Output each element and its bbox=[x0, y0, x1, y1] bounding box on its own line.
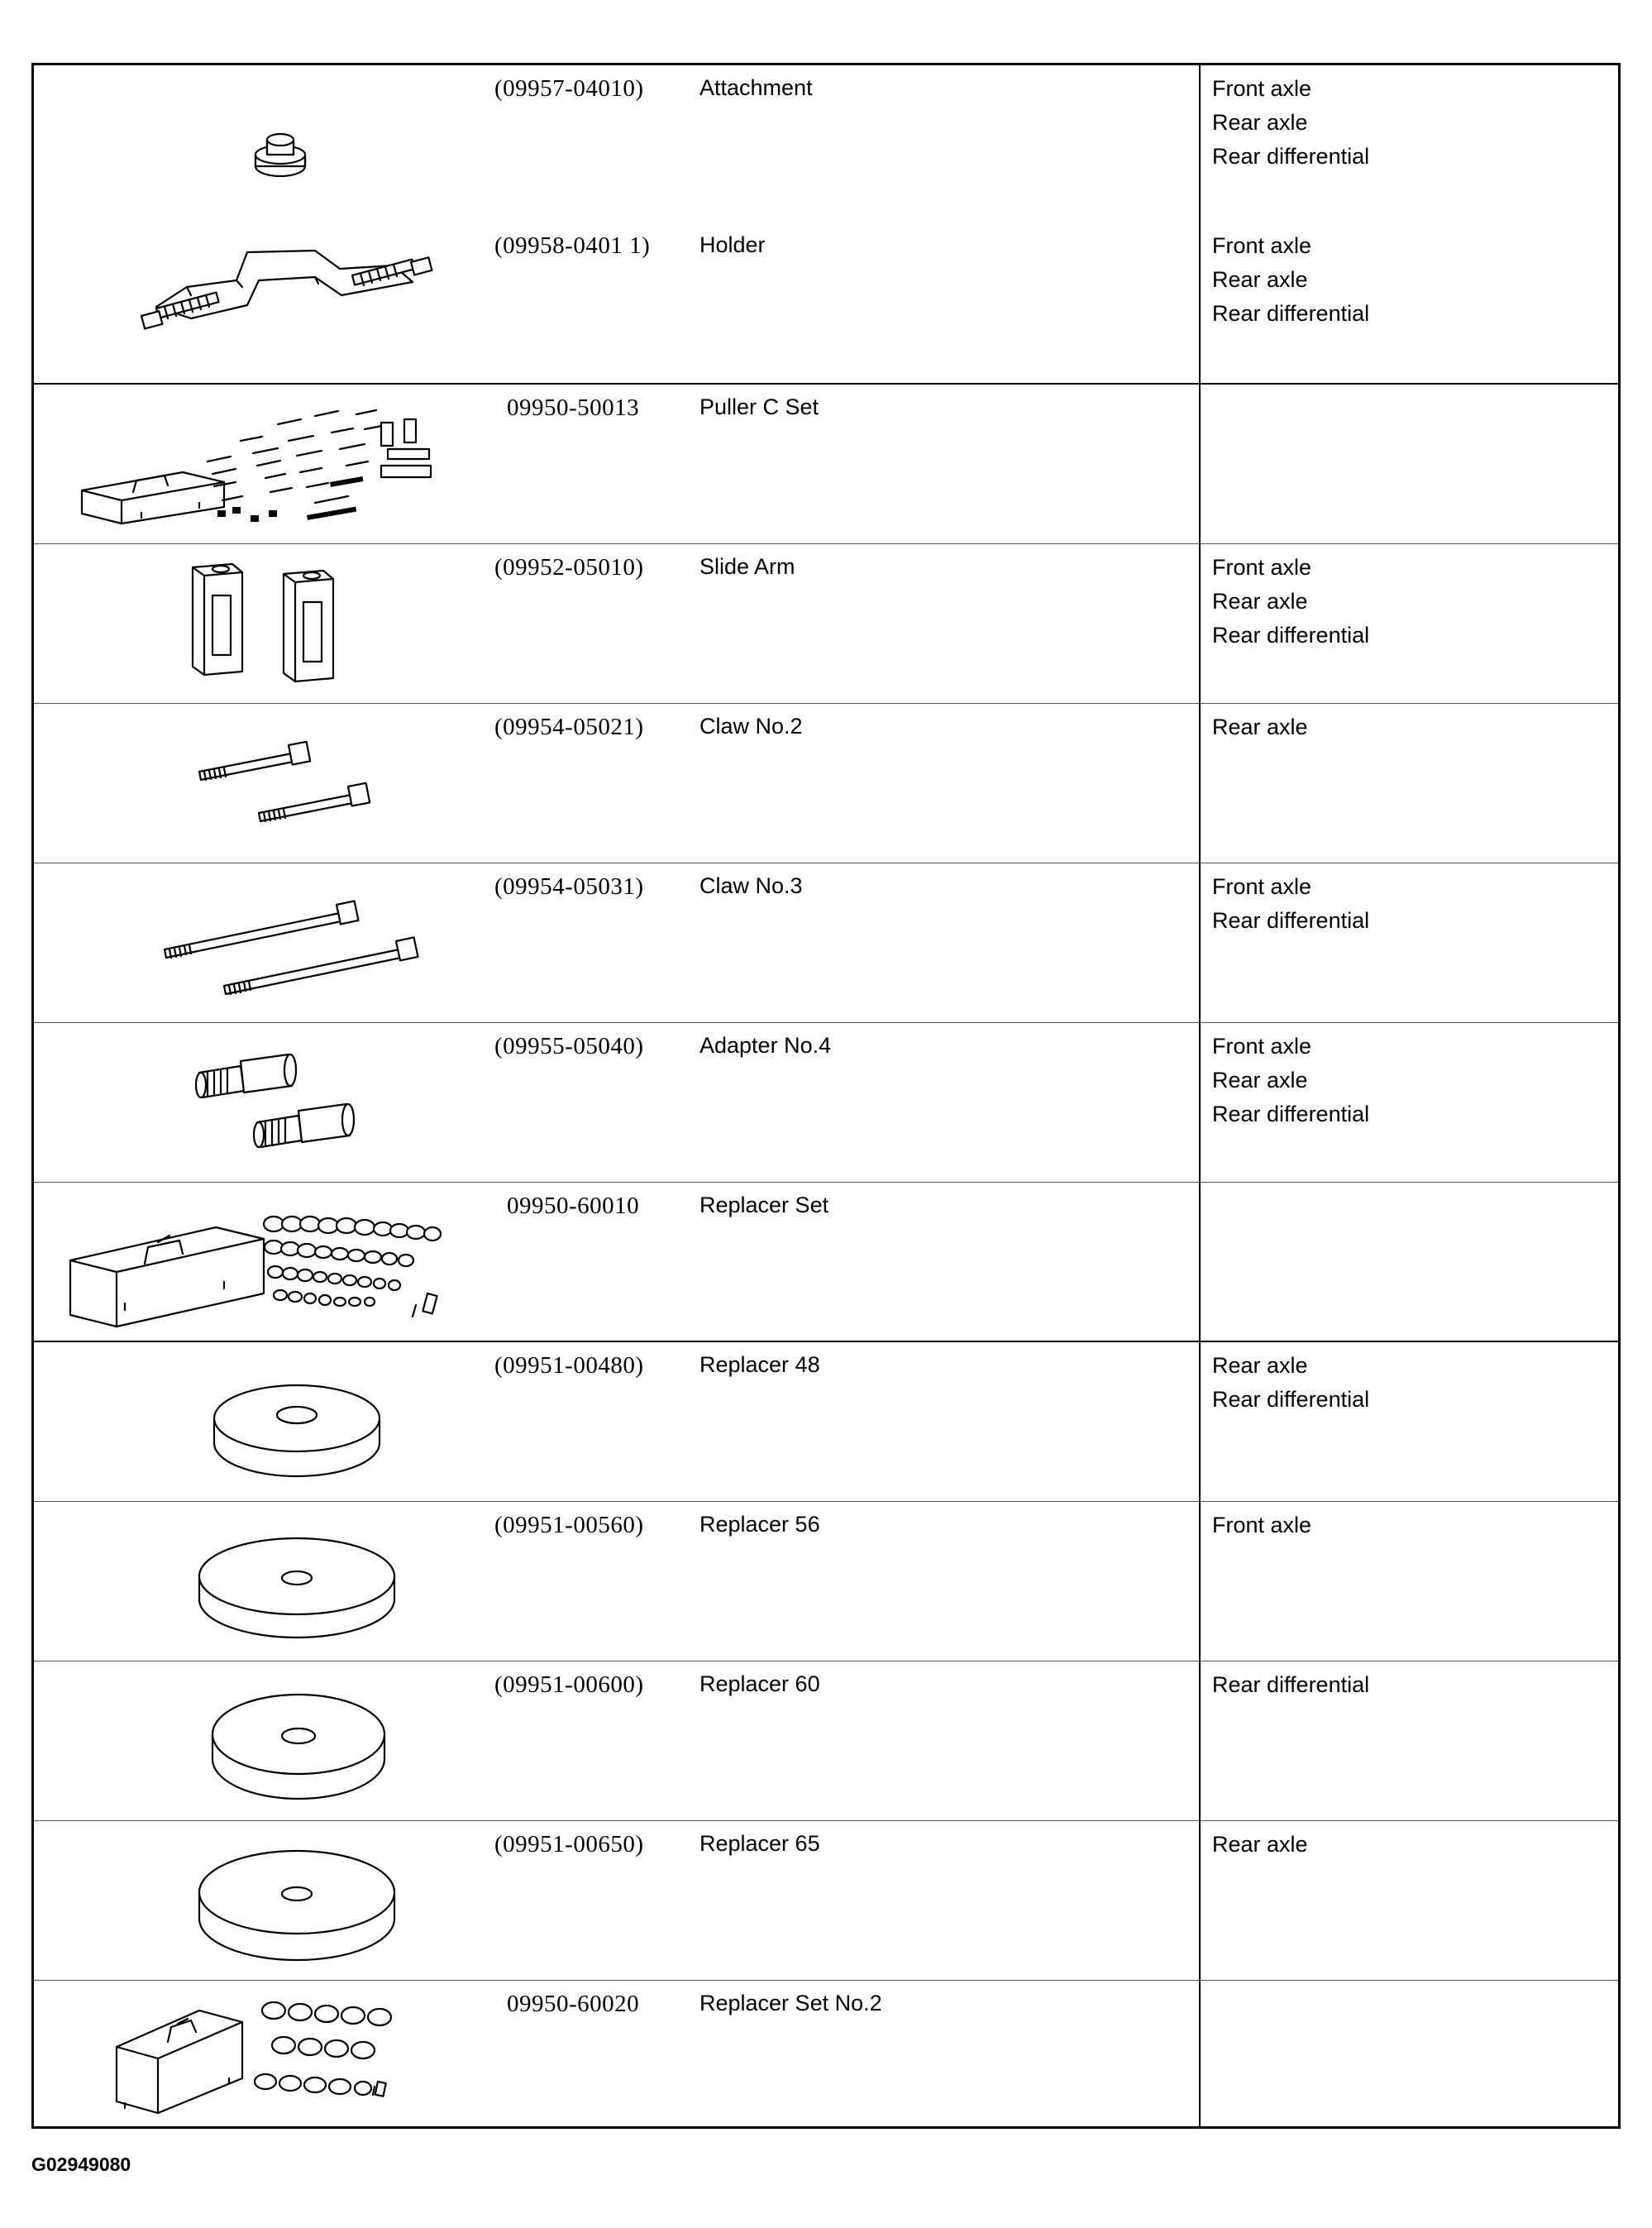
usage-item: Front axle bbox=[1212, 555, 1312, 580]
tool-name: Replacer 60 bbox=[699, 1671, 820, 1696]
usage-item: Front axle bbox=[1212, 1513, 1312, 1537]
part-number: (09951-00480) bbox=[494, 1352, 644, 1379]
claw-no2-illustration bbox=[67, 729, 464, 836]
part-number: (09954-05021) bbox=[494, 714, 644, 740]
table-row bbox=[34, 1821, 1618, 1981]
tool-entry-replacer-65 bbox=[34, 1821, 1308, 1980]
part-number: (09955-05040) bbox=[494, 1033, 644, 1059]
usage-item: Front axle bbox=[1212, 874, 1312, 899]
tool-entry-slide-arm bbox=[34, 544, 1370, 703]
usage-item: Rear axle bbox=[1212, 1068, 1308, 1092]
tool-entry-replacer-56 bbox=[34, 1502, 1312, 1661]
special-tools-table bbox=[31, 63, 1621, 2129]
tool-name: Puller C Set bbox=[699, 394, 819, 419]
usage-list bbox=[1212, 710, 1308, 744]
replacer-65-illustration bbox=[67, 1838, 464, 1966]
usage-item: Rear axle bbox=[1212, 1832, 1308, 1857]
tool-name: Replacer Set bbox=[699, 1193, 829, 1217]
holder-illustration bbox=[67, 237, 464, 345]
usage-item: Rear differential bbox=[1212, 1387, 1370, 1412]
usage-item: Rear axle bbox=[1212, 589, 1308, 614]
tool-entry-holder bbox=[34, 222, 1370, 385]
tool-entry-claw-no3 bbox=[34, 863, 1370, 1022]
table-row bbox=[34, 1981, 1618, 2126]
table-row bbox=[34, 704, 1618, 863]
usage-list bbox=[1212, 1030, 1369, 1131]
tool-name: Slide Arm bbox=[699, 554, 795, 579]
tool-entry-attachment bbox=[34, 65, 1370, 222]
attachment-illustration bbox=[67, 115, 464, 206]
usage-item: Front axle bbox=[1212, 233, 1312, 258]
tool-name: Claw No.3 bbox=[699, 873, 803, 898]
tool-entry-replacer-set-no2 bbox=[34, 1981, 1199, 2126]
usage-list bbox=[1212, 229, 1369, 331]
tool-name: Replacer 56 bbox=[699, 1512, 820, 1537]
usage-item: Rear differential bbox=[1212, 623, 1370, 648]
usage-list bbox=[1212, 1349, 1369, 1417]
part-number: 09950-50013 bbox=[507, 394, 640, 421]
tool-name: Claw No.2 bbox=[699, 714, 803, 739]
tool-entry-adapter-no4 bbox=[34, 1023, 1370, 1182]
replacer-set-illustration bbox=[67, 1194, 464, 1335]
table-row bbox=[34, 1023, 1618, 1183]
tool-name: Holder bbox=[699, 232, 766, 257]
usage-item: Rear differential bbox=[1212, 1672, 1370, 1697]
usage-item: Front axle bbox=[1212, 1034, 1312, 1059]
table-row bbox=[34, 863, 1618, 1023]
usage-item: Rear differential bbox=[1212, 301, 1370, 326]
usage-item: Rear differential bbox=[1212, 1102, 1370, 1126]
usage-list bbox=[1212, 870, 1369, 938]
table-row bbox=[34, 1502, 1618, 1661]
table-row bbox=[34, 385, 1618, 544]
tool-entry-claw-no2 bbox=[34, 704, 1308, 863]
tool-name: Replacer 65 bbox=[699, 1831, 820, 1856]
usage-list bbox=[1212, 1508, 1311, 1542]
replacer-60-illustration bbox=[67, 1680, 464, 1804]
replacer-set-no2-illustration bbox=[67, 1992, 464, 2116]
usage-item: Rear axle bbox=[1212, 1353, 1308, 1378]
part-number: (09951-00650) bbox=[494, 1831, 644, 1857]
part-number: (09952-05010) bbox=[494, 554, 644, 581]
part-number: 09950-60020 bbox=[507, 1991, 640, 2017]
claw-no3-illustration bbox=[67, 888, 464, 996]
table-row bbox=[34, 65, 1618, 385]
part-number: 09950-60010 bbox=[507, 1193, 640, 1219]
table-row bbox=[34, 1661, 1618, 1821]
usage-item: Rear differential bbox=[1212, 908, 1370, 933]
adapter-no4-illustration bbox=[67, 1040, 464, 1164]
table-row bbox=[34, 544, 1618, 704]
part-number: (09958-0401 1) bbox=[494, 232, 651, 259]
table-row bbox=[34, 1183, 1618, 1342]
tool-entry-replacer-set bbox=[34, 1183, 1199, 1341]
puller-c-set-illustration bbox=[67, 399, 464, 532]
tool-name: Replacer Set No.2 bbox=[699, 1991, 882, 2015]
usage-item: Rear axle bbox=[1212, 110, 1308, 135]
usage-list bbox=[1212, 551, 1369, 653]
figure-code: G02949080 bbox=[31, 2154, 131, 2175]
usage-item: Rear differential bbox=[1212, 144, 1370, 169]
usage-item: Rear axle bbox=[1212, 715, 1308, 739]
part-number: (09957-04010) bbox=[494, 75, 644, 102]
part-number: (09951-00560) bbox=[494, 1512, 644, 1538]
part-number: (09951-00600) bbox=[494, 1671, 644, 1698]
part-number: (09954-05031) bbox=[494, 873, 644, 900]
table-row bbox=[34, 1342, 1618, 1502]
usage-list bbox=[1212, 1668, 1369, 1702]
usage-list bbox=[1212, 1828, 1308, 1862]
tool-entry-replacer-48 bbox=[34, 1342, 1370, 1501]
tool-name: Adapter No.4 bbox=[699, 1033, 832, 1058]
replacer-56-illustration bbox=[67, 1520, 464, 1644]
tool-name: Attachment bbox=[699, 75, 813, 100]
tool-name: Replacer 48 bbox=[699, 1352, 820, 1377]
replacer-48-illustration bbox=[67, 1360, 464, 1485]
usage-list bbox=[1212, 72, 1369, 174]
tool-entry-puller-c-set bbox=[34, 385, 1199, 543]
tool-entry-replacer-60 bbox=[34, 1661, 1370, 1820]
usage-item: Front axle bbox=[1212, 76, 1312, 101]
slide-arm-illustration bbox=[67, 559, 464, 691]
usage-item: Rear axle bbox=[1212, 267, 1308, 292]
